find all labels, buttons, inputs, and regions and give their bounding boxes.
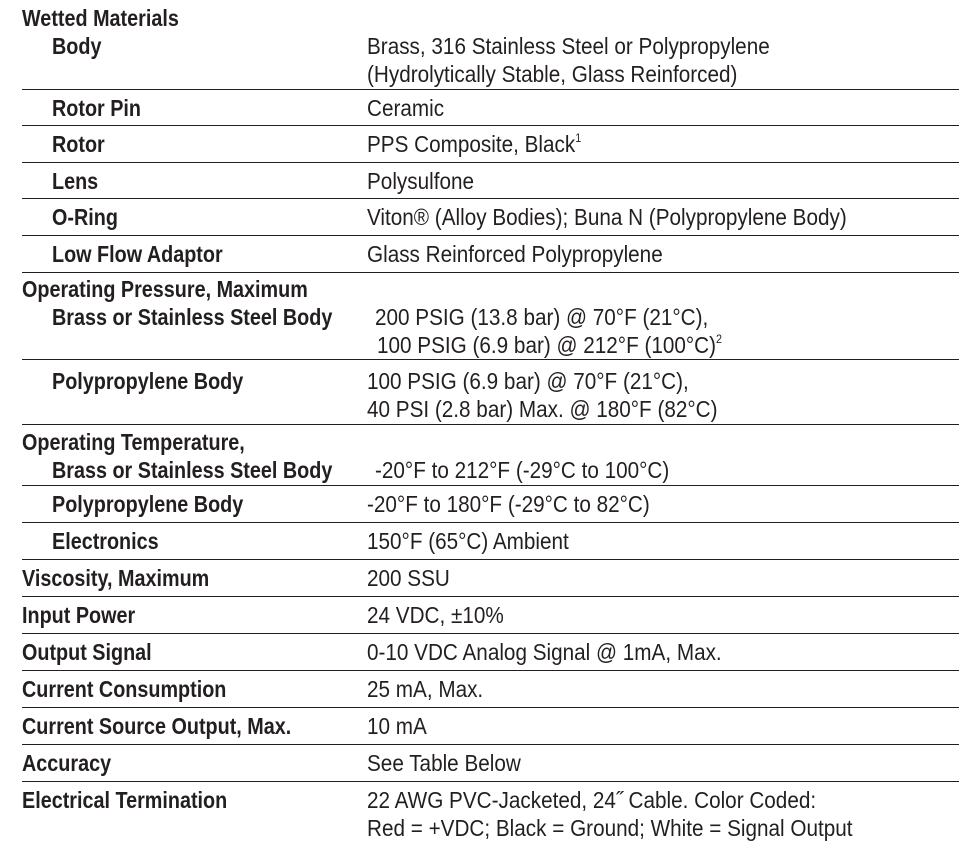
row-rotor	[22, 126, 959, 163]
spec-table	[22, 4, 959, 842]
oring-label: O-Ring	[52, 204, 118, 230]
pressure-brass-line1: 200 PSIG (13.8 bar) @ 70°F (21°C),	[375, 304, 709, 330]
row-operating-pressure	[22, 273, 959, 302]
operating-pressure-heading: Operating Pressure, Maximum	[22, 276, 308, 302]
temperature-electronics-value: 150°F (65°C) Ambient	[367, 528, 569, 554]
row-rotor-pin	[22, 90, 959, 126]
accuracy-value: See Table Below	[367, 750, 521, 776]
wetted-materials-heading: Wetted Materials	[22, 5, 179, 31]
rotor-pin-label: Rotor Pin	[52, 95, 142, 121]
row-wetted-materials	[22, 4, 959, 31]
operating-temperature-heading: Operating Temperature,	[22, 429, 245, 455]
row-electrical-termination	[22, 782, 959, 842]
row-operating-temperature	[22, 425, 959, 455]
row-oring	[22, 199, 959, 236]
body-label: Body	[52, 33, 102, 59]
temperature-brass-value: -20°F to 212°F (-29°C to 100°C)	[375, 457, 670, 483]
row-current-consumption	[22, 671, 959, 708]
pressure-brass-line2	[377, 331, 722, 359]
temperature-poly-label: Polypropylene Body	[52, 491, 244, 517]
low-flow-adaptor-value: Glass Reinforced Polypropylene	[367, 241, 663, 267]
input-power-label: Input Power	[22, 602, 136, 628]
accuracy-label: Accuracy	[22, 750, 112, 776]
rotor-value	[367, 130, 581, 158]
output-signal-label: Output Signal	[22, 639, 152, 665]
row-lens	[22, 163, 959, 199]
pressure-brass-footnote: 2	[716, 332, 723, 346]
low-flow-adaptor-label: Low Flow Adaptor	[52, 241, 223, 267]
pressure-poly-line2: 40 PSI (2.8 bar) Max. @ 180°F (82°C)	[367, 396, 718, 422]
row-temperature-electronics	[22, 523, 959, 560]
row-output-signal	[22, 634, 959, 671]
rotor-value-text: PPS Composite, Black	[367, 131, 576, 157]
row-current-source-output	[22, 708, 959, 745]
row-pressure-poly	[22, 360, 959, 425]
pressure-poly-line1: 100 PSIG (6.9 bar) @ 70°F (21°C),	[367, 368, 689, 394]
body-value-line2: (Hydrolytically Stable, Glass Reinforced)	[367, 61, 738, 87]
temperature-electronics-label: Electronics	[52, 528, 159, 554]
current-source-output-label: Current Source Output, Max.	[22, 713, 292, 739]
rotor-label: Rotor	[52, 131, 105, 157]
current-consumption-value: 25 mA, Max.	[367, 676, 484, 702]
row-accuracy	[22, 745, 959, 782]
rotor-pin-value: Ceramic	[367, 95, 445, 121]
viscosity-label: Viscosity, Maximum	[22, 565, 210, 591]
row-low-flow-adaptor	[22, 236, 959, 273]
output-signal-value: 0-10 VDC Analog Signal @ 1mA, Max.	[367, 639, 722, 665]
current-consumption-label: Current Consumption	[22, 676, 227, 702]
electrical-termination-line2: Red = +VDC; Black = Ground; White = Signal Output	[367, 815, 853, 841]
input-power-value: 24 VDC, ±10%	[367, 602, 504, 628]
temperature-brass-label: Brass or Stainless Steel Body	[52, 457, 333, 483]
row-body	[22, 31, 959, 90]
row-pressure-brass	[22, 302, 959, 360]
row-temperature-brass	[22, 455, 959, 486]
oring-value: Viton® (Alloy Bodies); Buna N (Polypropylene Body)	[367, 204, 847, 230]
electrical-termination-line1: 22 AWG PVC-Jacketed, 24˝ Cable. Color Coded:	[367, 787, 817, 813]
row-input-power	[22, 597, 959, 634]
electrical-termination-label: Electrical Termination	[22, 787, 228, 813]
row-temperature-poly	[22, 486, 959, 523]
row-viscosity	[22, 560, 959, 597]
pressure-brass-line2-text: 100 PSIG (6.9 bar) @ 212°F (100°C)	[377, 332, 717, 358]
lens-value: Polysulfone	[367, 168, 475, 194]
current-source-output-value: 10 mA	[367, 713, 427, 739]
lens-label: Lens	[52, 168, 99, 194]
viscosity-value: 200 SSU	[367, 565, 450, 591]
body-value-line1: Brass, 316 Stainless Steel or Polypropylene	[367, 33, 770, 59]
pressure-poly-label: Polypropylene Body	[52, 368, 244, 394]
rotor-footnote: 1	[575, 131, 582, 145]
pressure-brass-label: Brass or Stainless Steel Body	[52, 304, 333, 330]
temperature-poly-value: -20°F to 180°F (-29°C to 82°C)	[367, 491, 650, 517]
